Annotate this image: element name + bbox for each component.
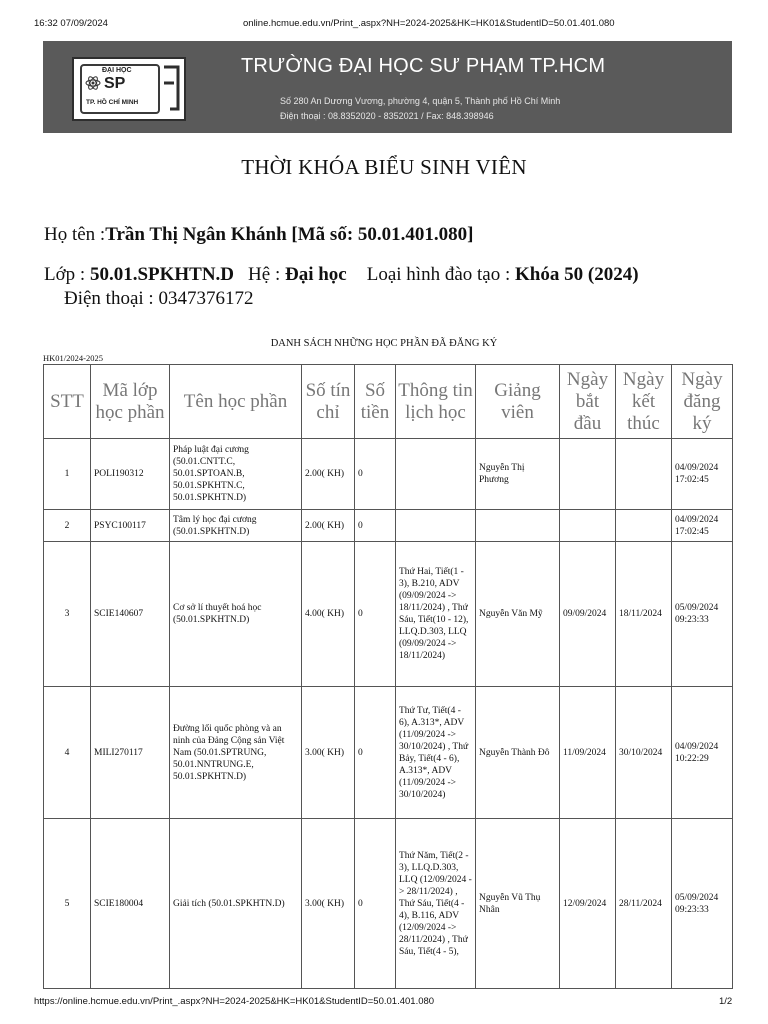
table-row [44, 687, 733, 819]
header-registered-date: Ngày đăng ký [672, 365, 733, 439]
cell-code: MILI270117 [91, 687, 170, 819]
cell-schedule: Thứ Hai, Tiết(1 - 3), B.210, ADV (09/09/2024 -> 18/11/2024) , Thứ Sáu, Tiết(10 - 12), LLQ.D.303, LLQ (09/09/2024 -> 18/11/2024) [396, 542, 476, 687]
cell-credits: 4.00( KH) [302, 542, 355, 687]
cell-end-date: 30/10/2024 [616, 687, 672, 819]
cell-registered-date: 04/09/2024 10:22:29 [672, 687, 733, 819]
header-course-name: Tên học phần [170, 365, 302, 439]
atom-icon [85, 75, 101, 91]
table-row [44, 819, 733, 989]
cell-code: SCIE180004 [91, 819, 170, 989]
cell-course-name: Tâm lý học đại cương (50.01.SPKHTN.D) [170, 510, 302, 542]
school-banner [43, 41, 732, 133]
cell-credits: 3.00( KH) [302, 819, 355, 989]
cell-course-name: Đường lối quốc phòng và an ninh của Đảng Cộng sản Việt Nam (50.01.SPTRUNG, 50.01.NNTRUNG.E, 50.01.SPKHTN.D) [170, 687, 302, 819]
student-training: Khóa 50 (2024) [515, 264, 639, 285]
cell-lecturer: Nguyễn Thị Phương [476, 439, 560, 510]
header-stt: STT [44, 365, 91, 439]
logo-text-sp: SP [104, 75, 126, 92]
cell-code: SCIE140607 [91, 542, 170, 687]
logo-text-bottom: TP. HỒ CHÍ MINH [86, 99, 139, 106]
cell-course-name: Cơ sở lí thuyết hoá học (50.01.SPKHTN.D) [170, 542, 302, 687]
cell-registered-date: 05/09/2024 09:23:33 [672, 542, 733, 687]
cell-start-date [560, 439, 616, 510]
print-header [0, 18, 768, 32]
header-schedule: Thông tin lịch học [396, 365, 476, 439]
cell-lecturer: Nguyễn Thành Đô [476, 687, 560, 819]
cell-fee: 0 [355, 542, 396, 687]
student-phone: 0347376172 [158, 288, 254, 309]
page-number: 1/2 [719, 996, 733, 1007]
cell-end-date: 18/11/2024 [616, 542, 672, 687]
cell-fee: 0 [355, 439, 396, 510]
cell-registered-date: 04/09/2024 17:02:45 [672, 439, 733, 510]
cell-fee: 0 [355, 687, 396, 819]
cell-schedule: Thứ Năm, Tiết(2 - 3), LLQ.D.303, LLQ (12/09/2024 -> 28/11/2024) , Thứ Sáu, Tiết(4 - 4), B.116, ADV (12/09/2024 -> 28/11/2024) , Thứ Sáu, Tiết(4 - 5), [396, 819, 476, 989]
cell-fee: 0 [355, 510, 396, 542]
cell-schedule [396, 510, 476, 542]
cell-code: PSYC100117 [91, 510, 170, 542]
cell-registered-date: 04/09/2024 17:02:45 [672, 510, 733, 542]
cell-start-date: 09/09/2024 [560, 542, 616, 687]
header-end-date: Ngày kết thúc [616, 365, 672, 439]
term-label: HK01/2024-2025 [43, 353, 103, 363]
student-class-line [44, 264, 639, 286]
logo-text-top: ĐẠI HỌC [102, 67, 132, 74]
table-row [44, 542, 733, 687]
header-credits: Số tín chỉ [302, 365, 355, 439]
cell-end-date [616, 510, 672, 542]
header-fees: Số tiền [355, 365, 396, 439]
cell-credits: 2.00( KH) [302, 510, 355, 542]
student-phone-line [64, 288, 253, 310]
student-name: Trần Thị Ngân Khánh [Mã số: 50.01.401.080] [105, 224, 474, 245]
cell-lecturer: Nguyễn Vũ Thụ Nhân [476, 819, 560, 989]
school-address: Số 280 An Dương Vương, phường 4, quận 5, Thành phố Hồ Chí Minh [280, 96, 561, 106]
phone-label: Điện thoại : [64, 288, 159, 309]
table-row [44, 439, 733, 510]
cell-lecturer [476, 510, 560, 542]
cell-stt: 3 [44, 542, 91, 687]
header-start-date: Ngày bắt đầu [560, 365, 616, 439]
cell-course-name: Pháp luật đại cương (50.01.CNTT.C, 50.01.SPTOAN.B, 50.01.SPKHTN.C, 50.01.SPKHTN.D) [170, 439, 302, 510]
page-title: THỜI KHÓA BIỂU SINH VIÊN [241, 155, 527, 179]
cell-stt: 1 [44, 439, 91, 510]
student-name-line [44, 224, 473, 246]
cell-code: POLI190312 [91, 439, 170, 510]
print-datetime: 16:32 07/09/2024 [34, 18, 108, 29]
training-label: Loại hình đào tạo : [366, 264, 516, 285]
student-class: 50.01.SPKHTN.D [89, 264, 235, 285]
cell-course-name: Giải tích (50.01.SPKHTN.D) [170, 819, 302, 989]
table-header-row [44, 365, 733, 439]
name-label: Họ tên : [44, 224, 106, 245]
cell-stt: 2 [44, 510, 91, 542]
header-class-code: Mã lớp học phần [91, 365, 170, 439]
cell-start-date: 11/09/2024 [560, 687, 616, 819]
cell-stt: 5 [44, 819, 91, 989]
school-name: TRƯỜNG ĐẠI HỌC SƯ PHẠM TP.HCM [241, 55, 606, 77]
logo-bracket-icon [162, 63, 180, 113]
cell-start-date [560, 510, 616, 542]
cell-lecturer: Nguyễn Văn Mỹ [476, 542, 560, 687]
registered-courses-table [43, 364, 733, 989]
cell-schedule: Thứ Tư, Tiết(4 - 6), A.313*, ADV (11/09/2024 -> 30/10/2024) , Thứ Bảy, Tiết(4 - 6), A.313*, ADV (11/09/2024 -> 30/10/2024) [396, 687, 476, 819]
cell-end-date [616, 439, 672, 510]
print-footer [0, 996, 768, 1010]
footer-url: https://online.hcmue.edu.vn/Print_.aspx?NH=2024-2025&HK=HK01&StudentID=50.01.401.080 [34, 996, 435, 1007]
cell-end-date: 28/11/2024 [616, 819, 672, 989]
school-logo [72, 57, 186, 121]
cell-fee: 0 [355, 819, 396, 989]
cell-registered-date: 05/09/2024 09:23:33 [672, 819, 733, 989]
school-phone: Điện thoại : 08.8352020 - 8352021 / Fax: 848.398946 [280, 111, 494, 121]
cell-schedule [396, 439, 476, 510]
class-label: Lớp : [44, 264, 90, 285]
system-label: Hệ : [248, 264, 285, 285]
cell-start-date: 12/09/2024 [560, 819, 616, 989]
cell-credits: 3.00( KH) [302, 687, 355, 819]
cell-stt: 4 [44, 687, 91, 819]
list-title: DANH SÁCH NHỮNG HỌC PHẦN ĐÃ ĐĂNG KÝ [270, 338, 498, 349]
student-system: Đại học [284, 264, 347, 285]
header-lecturer: Giảng viên [476, 365, 560, 439]
table-row [44, 510, 733, 542]
print-url: online.hcmue.edu.vn/Print_.aspx?NH=2024-2025&HK=HK01&StudentID=50.01.401.080 [243, 18, 615, 29]
cell-credits: 2.00( KH) [302, 439, 355, 510]
